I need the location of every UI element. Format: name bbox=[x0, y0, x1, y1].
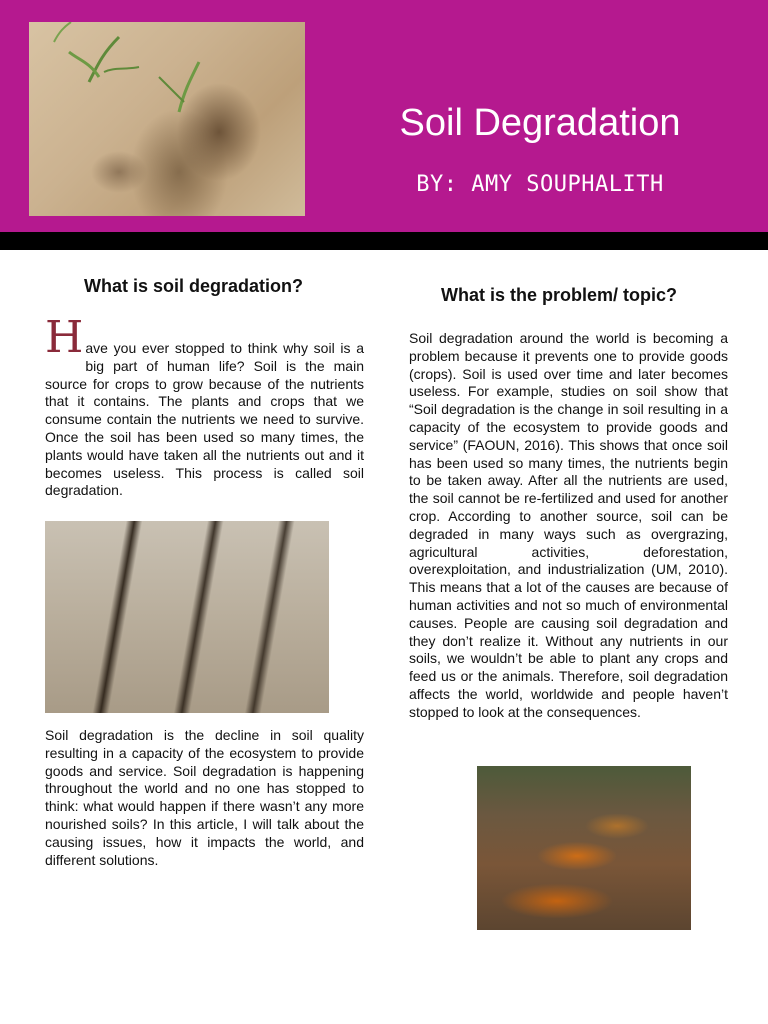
sprouts-illustration bbox=[29, 22, 305, 216]
right-section-heading: What is the problem/ topic? bbox=[441, 285, 678, 305]
intro-paragraph bbox=[45, 312, 364, 500]
page-title: Soil Degradation bbox=[399, 102, 681, 144]
author-byline: BY: AMY SOUPHALITH bbox=[416, 172, 664, 197]
problem-paragraph: Soil degradation around the world is becoming a problem because it prevents one to provide goods (crops). Soil is used over time and later becomes useless. For example, studies on soil show that “Soil degradation is the change in soil resulting in a capacity of the ecosystem to provide goods and service” (FAOUN, 2016). This shows that once soil has been used so many times, the nutrients begin to be taken away. After all the nutrients are used, the soil cannot be re-fertilized and used for another crop. According to another source, soil can be degraded in many ways such as overgrazing, agricultural activities, deforestation, overexploitation, and industrialization (UM, 2010). This means that a lot of the causes are because of human activities and not so much of environmental causes. People are causing soil degradation and they don’t realize it. Without any nutrients in our soils, we wouldn’t be able to plant any crops and feed us or the animals. Therefore, soil degradation affects the world, worldwide and people haven’t stopped to look at the consequences. bbox=[409, 330, 728, 720]
orange-stream-photo bbox=[477, 766, 691, 930]
left-section-heading: What is soil degradation? bbox=[84, 276, 304, 296]
intro-paragraph-text: ave you ever stopped to think why soil is a big part of human life? Soil is the main source for crops to grow because of the nutrients that it contains. The plants and crops that we consume contain the nutrients we need to survive. Once the soil has been used so many times, the plants would have taken all the nutrients out and it becomes useless. This process is called soil degradation. bbox=[45, 340, 364, 499]
cracked-soil-photo bbox=[45, 521, 329, 713]
divider-band bbox=[0, 232, 768, 250]
second-paragraph: Soil degradation is the decline in soil quality resulting in a capacity of the ecosystem to provide goods and service. Soil degradation is happening throughout the world and no one has stopped to think: what would happen if there wasn’t any more nourished soils? In this article, I will talk about the causing issues, how it impacts the world, and different solutions. bbox=[45, 727, 364, 868]
drop-cap: H bbox=[45, 312, 84, 363]
dry-soil-photo bbox=[29, 22, 305, 216]
header-banner bbox=[0, 0, 768, 232]
